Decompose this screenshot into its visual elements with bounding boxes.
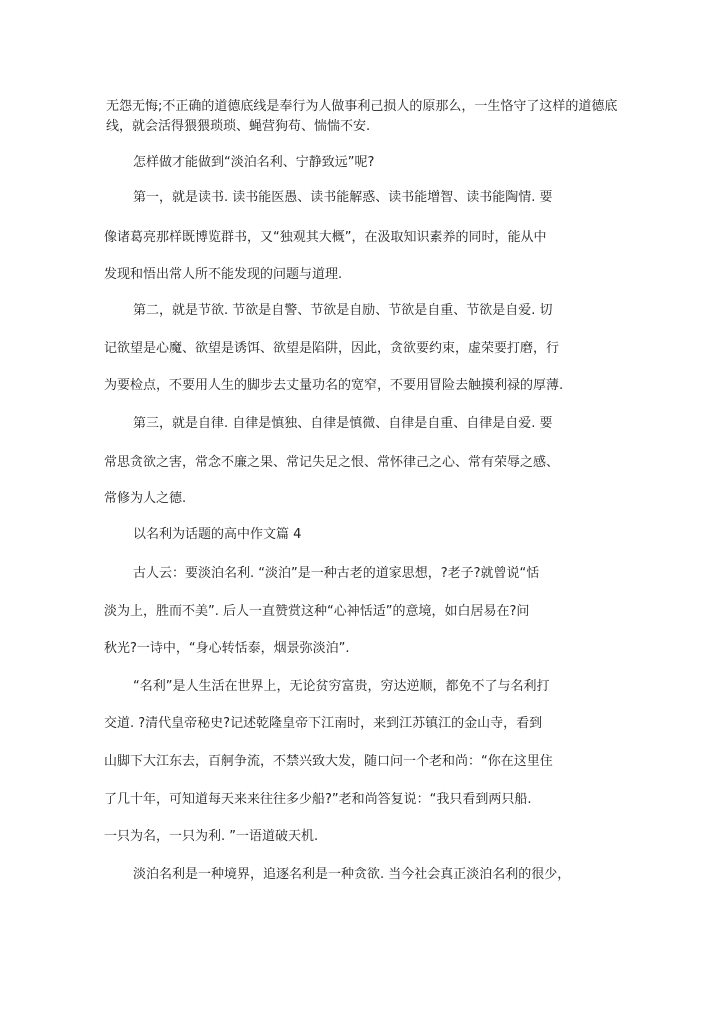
text-line: 交道. ?清代皇帝秘史?记述乾隆皇帝下江南时，来到江苏镇江的金山寺，看到 — [104, 716, 543, 731]
text-line: 像诸葛亮那样既博览群书，又“独观其大概”，在汲取知识素养的同时，能从中 — [104, 230, 547, 245]
text-line: 古人云：要淡泊名利. “淡泊”是一种古老的道家思想，?老子?就曾说“恬 — [133, 566, 540, 581]
text-line: 线，就会活得猥猥琐琐、蝇营狗苟、惴惴不安. — [106, 119, 371, 134]
text-line: 一只为名，一只为利. ”一语道破天机. — [104, 829, 319, 844]
text-line: 发现和悟出常人所不能发现的问题与道理. — [104, 267, 343, 282]
text-line: 记欲望是心魔、欲望是诱饵、欲望是陷阱，因此，贪欲要约束，虚荣要打磨，行 — [104, 341, 560, 356]
text-line: 了几十年，可知道每天来来往往多少船?”老和尚答复说：“我只看到两只船. — [104, 792, 532, 807]
text-line: 秋光?一诗中，“身心转恬泰，烟景弥淡泊”. — [104, 641, 350, 656]
section-heading: 以名利为话题的高中作文篇 4 — [133, 527, 302, 542]
text-line: 淡泊名利是一种境界，追逐名利是一种贪欲. 当今社会真正淡泊名利的很少， — [133, 867, 571, 882]
text-line: 淡为上，胜而不美”. 后人一直赞赏这种“心神恬适”的意境，如白居易在?问 — [104, 604, 530, 619]
text-line: 第一，就是读书. 读书能医愚、读书能解惑、读书能增智、读书能陶情. 要 — [133, 190, 553, 205]
text-line: 怎样做才能做到“淡泊名利、宁静致远”呢? — [133, 155, 375, 170]
text-line: 第三，就是自律. 自律是慎独、自律是慎微、自律是自重、自律是自爱. 要 — [133, 416, 553, 431]
text-line: 无怨无悔;不正确的道德底线是奉行为人做事利己损人的原那么，一生恪守了这样的道德底 — [106, 99, 618, 114]
text-line: 常修为人之德. — [104, 491, 187, 506]
text-line: “名利”是人生活在世界上，无论贫穷富贵，穷达逆顺，都免不了与名利打 — [133, 679, 550, 694]
text-line: 山脚下大江东去，百舸争流，不禁兴致大发，随口问一个老和尚：“你在这里住 — [104, 754, 553, 769]
text-line: 第二，就是节欲. 节欲是自警、节欲是自励、节欲是自重、节欲是自爱. 切 — [133, 303, 553, 318]
text-line: 为要检点，不要用人生的脚步去丈量功名的宽窄，不要用冒险去触摸利禄的厚薄. — [104, 378, 564, 393]
text-line: 常思贪欲之害，常念不廉之果、常记失足之恨、常怀律己之心、常有荣辱之感、 — [104, 455, 560, 470]
